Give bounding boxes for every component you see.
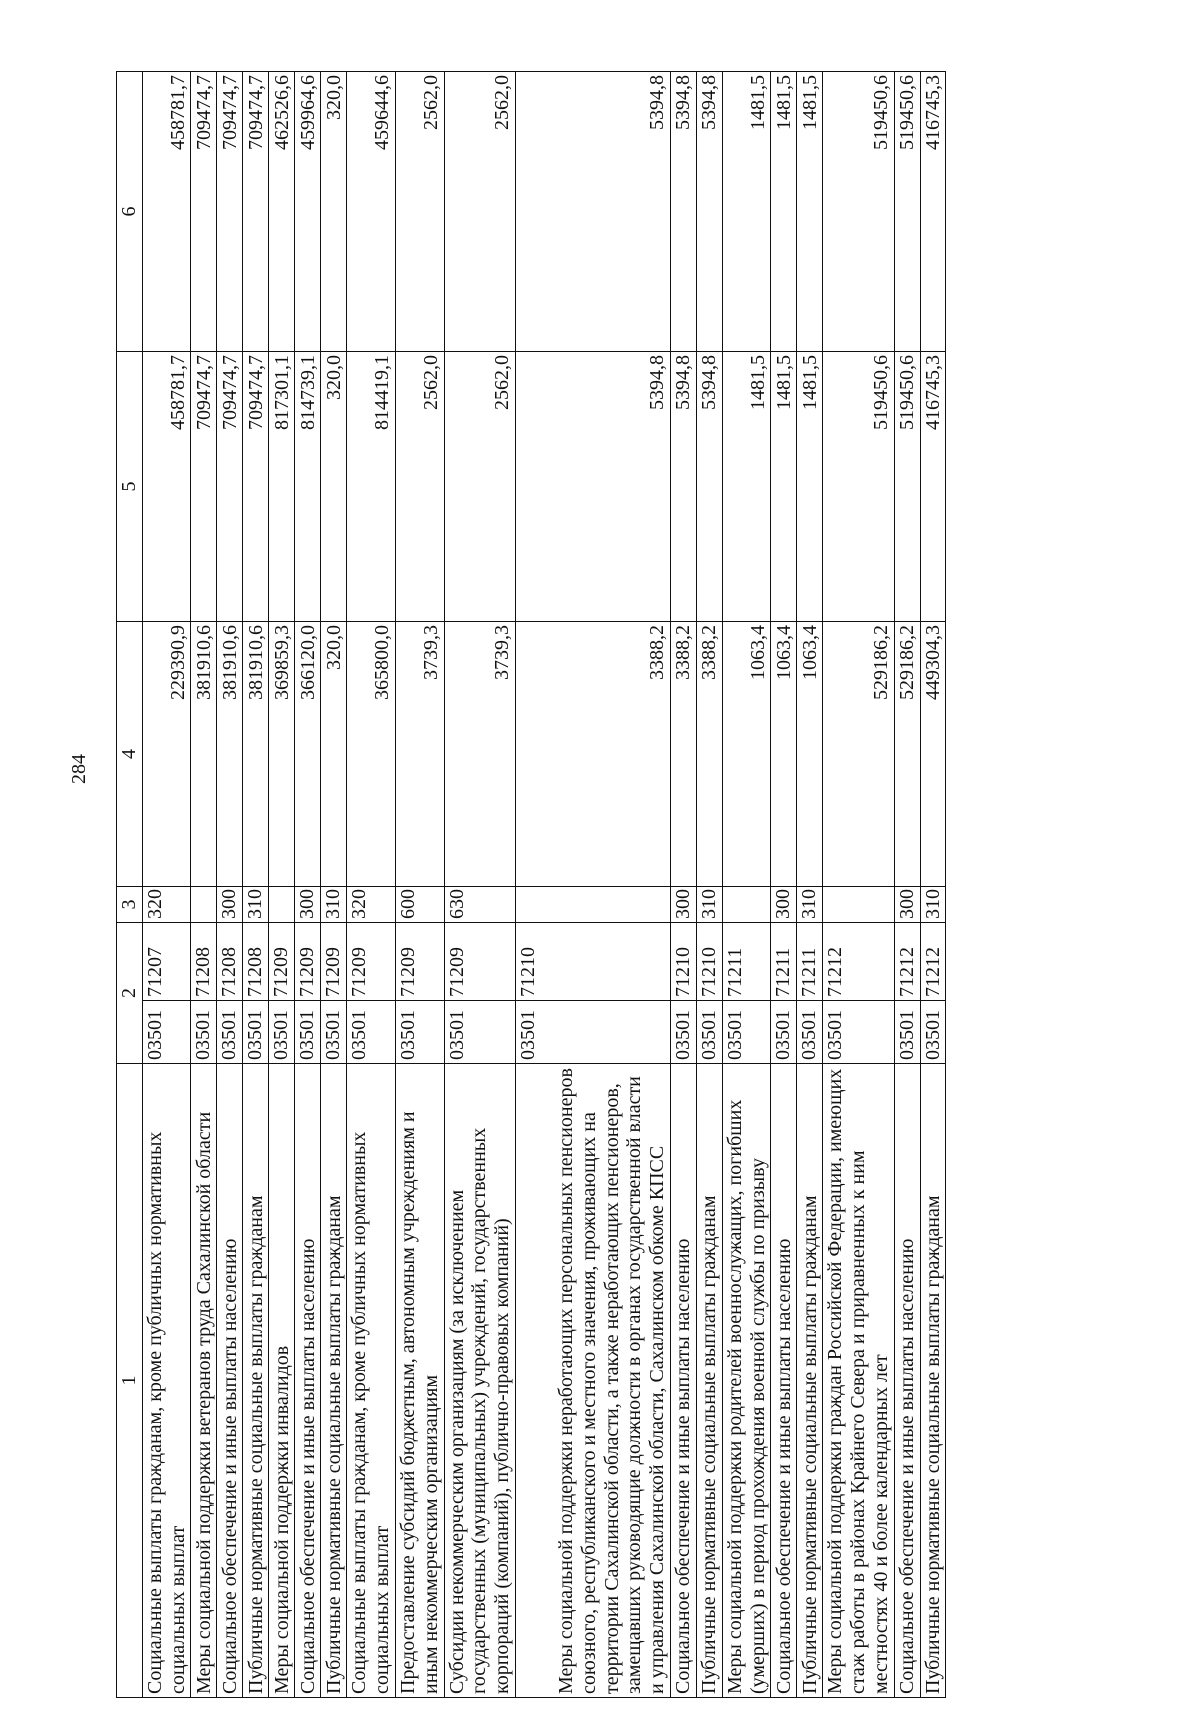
row-name: Социальное обеспечение и иные выплаты населению [771,1064,797,1698]
row-ministry-code: 03501 [722,1001,771,1064]
row-value-col6: 1481,5 [722,72,771,352]
header-col-2: 2 [117,923,143,1064]
row-target-code: 71208 [191,923,217,1001]
row-target-code: 71212 [823,923,894,1001]
row-ministry-code: 03501 [920,1001,946,1064]
header-col-3: 3 [117,887,143,923]
table-body [142,72,946,1698]
row-value-col6: 519450,6 [894,72,920,352]
row-value-col4: 3388,2 [515,622,670,887]
row-value-col4: 3739,3 [444,622,515,887]
row-expense-type: 630 [444,887,515,923]
rotated-table-container [116,72,1044,1698]
row-value-col6: 709474,7 [217,72,243,352]
table-row [295,72,321,1698]
row-target-code: 71209 [269,923,295,1001]
row-value-col4: 3388,2 [696,622,722,887]
row-name: Меры социальной поддержки родителей военнослужащих, погибших (умерших) в период прохождения военной службы по призыву [722,1064,771,1698]
row-target-code: 71210 [670,923,696,1001]
table-row [920,72,946,1698]
row-value-col5: 814739,1 [295,352,321,622]
row-target-code: 71210 [696,923,722,1001]
row-value-col4: 3739,3 [395,622,444,887]
row-name: Публичные нормативные социальные выплаты гражданам [696,1064,722,1698]
row-name: Социальные выплаты гражданам, кроме публичных нормативных социальных выплат [347,1064,396,1698]
row-value-col6: 519450,6 [823,72,894,352]
row-value-col6: 5394,8 [670,72,696,352]
row-name: Публичные нормативные социальные выплаты гражданам [321,1064,347,1698]
row-value-col6: 459964,6 [295,72,321,352]
header-col-4: 4 [117,622,143,887]
row-expense-type: 600 [395,887,444,923]
row-ministry-code: 03501 [670,1001,696,1064]
row-value-col5: 1481,5 [722,352,771,622]
row-target-code: 71209 [321,923,347,1001]
row-name: Социальные выплаты гражданам, кроме публичных нормативных социальных выплат [142,1064,191,1698]
row-value-col4: 529186,2 [894,622,920,887]
row-value-col5: 519450,6 [823,352,894,622]
row-expense-type: 310 [321,887,347,923]
row-expense-type: 300 [217,887,243,923]
row-value-col5: 5394,8 [696,352,722,622]
row-value-col5: 458781,7 [142,352,191,622]
header-col-5: 5 [117,352,143,622]
header-col-1: 1 [117,1064,143,1698]
row-name: Меры социальной поддержки граждан Российской Федерации, имеющих стаж работы в районах Крайнего Севера и приравненных к ним местностях 40 и более календарных лет [823,1064,894,1698]
row-value-col4: 1063,4 [797,622,823,887]
row-value-col4: 381910,6 [217,622,243,887]
row-value-col6: 2562,0 [444,72,515,352]
row-value-col5: 2562,0 [395,352,444,622]
row-value-col6: 462526,6 [269,72,295,352]
row-value-col6: 1481,5 [797,72,823,352]
row-value-col5: 1481,5 [797,352,823,622]
row-expense-type: 300 [295,887,321,923]
row-name: Меры социальной поддержки неработающих персональных пенсионеров союзного, республиканского и местного значения, проживающих на территории Сахалинской области, а также неработающих пенсионеров, замещавших руководящие должности в органах государственной власти и управления Сахалинской области, Сахалинском обкоме КПСС [515,1064,670,1698]
row-ministry-code: 03501 [142,1001,191,1064]
row-value-col5: 817301,1 [269,352,295,622]
row-name: Публичные нормативные социальные выплаты гражданам [797,1064,823,1698]
row-target-code: 71210 [515,923,670,1001]
row-name: Социальное обеспечение и иные выплаты населению [670,1064,696,1698]
row-ministry-code: 03501 [347,1001,396,1064]
row-value-col5: 320,0 [321,352,347,622]
row-value-col6: 459644,6 [347,72,396,352]
row-target-code: 71211 [797,923,823,1001]
row-expense-type [823,887,894,923]
row-value-col4: 1063,4 [722,622,771,887]
row-value-col4: 1063,4 [771,622,797,887]
row-value-col6: 320,0 [321,72,347,352]
row-target-code: 71212 [894,923,920,1001]
row-target-code: 71209 [444,923,515,1001]
page-number: 284 [68,754,90,784]
table-row [797,72,823,1698]
row-expense-type: 320 [142,887,191,923]
row-expense-type [269,887,295,923]
row-name: Субсидии некоммерческим организациям (за исключением государственных (муниципальных) учреждений, государственных корпораций (компаний), публично-правовых компаний) [444,1064,515,1698]
table-row [217,72,243,1698]
row-target-code: 71207 [142,923,191,1001]
row-value-col4: 381910,6 [243,622,269,887]
row-value-col5: 709474,7 [243,352,269,622]
table-row [670,72,696,1698]
budget-table [116,71,946,1698]
row-value-col4: 366120,0 [295,622,321,887]
row-value-col5: 5394,8 [515,352,670,622]
row-ministry-code: 03501 [823,1001,894,1064]
row-value-col6: 5394,8 [515,72,670,352]
row-value-col6: 458781,7 [142,72,191,352]
row-target-code: 71208 [217,923,243,1001]
row-expense-type: 300 [894,887,920,923]
row-value-col5: 2562,0 [444,352,515,622]
row-expense-type: 310 [243,887,269,923]
table-row [321,72,347,1698]
table-row [771,72,797,1698]
table-row [444,72,515,1698]
row-ministry-code: 03501 [269,1001,295,1064]
row-name: Публичные нормативные социальные выплаты гражданам [243,1064,269,1698]
row-value-col6: 1481,5 [771,72,797,352]
row-value-col4: 320,0 [321,622,347,887]
row-value-col4: 381910,6 [191,622,217,887]
row-expense-type [722,887,771,923]
row-value-col6: 5394,8 [696,72,722,352]
row-value-col4: 369859,3 [269,622,295,887]
row-expense-type: 310 [696,887,722,923]
row-value-col5: 416745,3 [920,352,946,622]
row-expense-type: 310 [920,887,946,923]
row-value-col4: 365800,0 [347,622,396,887]
row-value-col5: 5394,8 [670,352,696,622]
table-row [142,72,191,1698]
table-row [243,72,269,1698]
row-ministry-code: 03501 [243,1001,269,1064]
row-name: Публичные нормативные социальные выплаты гражданам [920,1064,946,1698]
row-value-col6: 416745,3 [920,72,946,352]
row-name: Социальное обеспечение и иные выплаты населению [295,1064,321,1698]
row-expense-type: 300 [771,887,797,923]
row-value-col5: 709474,7 [217,352,243,622]
row-target-code: 71211 [771,923,797,1001]
row-name: Меры социальной поддержки инвалидов [269,1064,295,1698]
table-row [395,72,444,1698]
row-value-col6: 709474,7 [191,72,217,352]
table-row [269,72,295,1698]
row-target-code: 71209 [295,923,321,1001]
row-name: Социальное обеспечение и иные выплаты населению [217,1064,243,1698]
table-row [347,72,396,1698]
table-row [696,72,722,1698]
row-value-col4: 529186,2 [823,622,894,887]
row-target-code: 71209 [347,923,396,1001]
row-value-col4: 3388,2 [670,622,696,887]
row-value-col5: 519450,6 [894,352,920,622]
row-name: Меры социальной поддержки ветеранов труда Сахалинской области [191,1064,217,1698]
row-ministry-code: 03501 [771,1001,797,1064]
table-row [515,72,670,1698]
row-target-code: 71208 [243,923,269,1001]
row-expense-type [191,887,217,923]
header-row [117,72,143,1698]
header-col-6: 6 [117,72,143,352]
row-ministry-code: 03501 [321,1001,347,1064]
row-ministry-code: 03501 [696,1001,722,1064]
row-value-col4: 449304,3 [920,622,946,887]
row-ministry-code: 03501 [444,1001,515,1064]
row-ministry-code: 03501 [395,1001,444,1064]
row-ministry-code: 03501 [515,1001,670,1064]
row-target-code: 71212 [920,923,946,1001]
table-row [722,72,771,1698]
row-target-code: 71211 [722,923,771,1001]
row-ministry-code: 03501 [894,1001,920,1064]
row-expense-type: 310 [797,887,823,923]
row-ministry-code: 03501 [295,1001,321,1064]
row-value-col6: 709474,7 [243,72,269,352]
row-expense-type [515,887,670,923]
table-row [894,72,920,1698]
table-row [191,72,217,1698]
row-ministry-code: 03501 [217,1001,243,1064]
row-value-col5: 709474,7 [191,352,217,622]
row-target-code: 71209 [395,923,444,1001]
row-expense-type: 300 [670,887,696,923]
row-name: Предоставление субсидий бюджетным, автономным учреждениям и иным некоммерческим организациям [395,1064,444,1698]
row-ministry-code: 03501 [191,1001,217,1064]
row-value-col5: 814419,1 [347,352,396,622]
row-name: Социальное обеспечение и иные выплаты населению [894,1064,920,1698]
row-ministry-code: 03501 [797,1001,823,1064]
row-expense-type: 320 [347,887,396,923]
table-row [823,72,894,1698]
row-value-col5: 1481,5 [771,352,797,622]
row-value-col6: 2562,0 [395,72,444,352]
row-value-col4: 229390,9 [142,622,191,887]
